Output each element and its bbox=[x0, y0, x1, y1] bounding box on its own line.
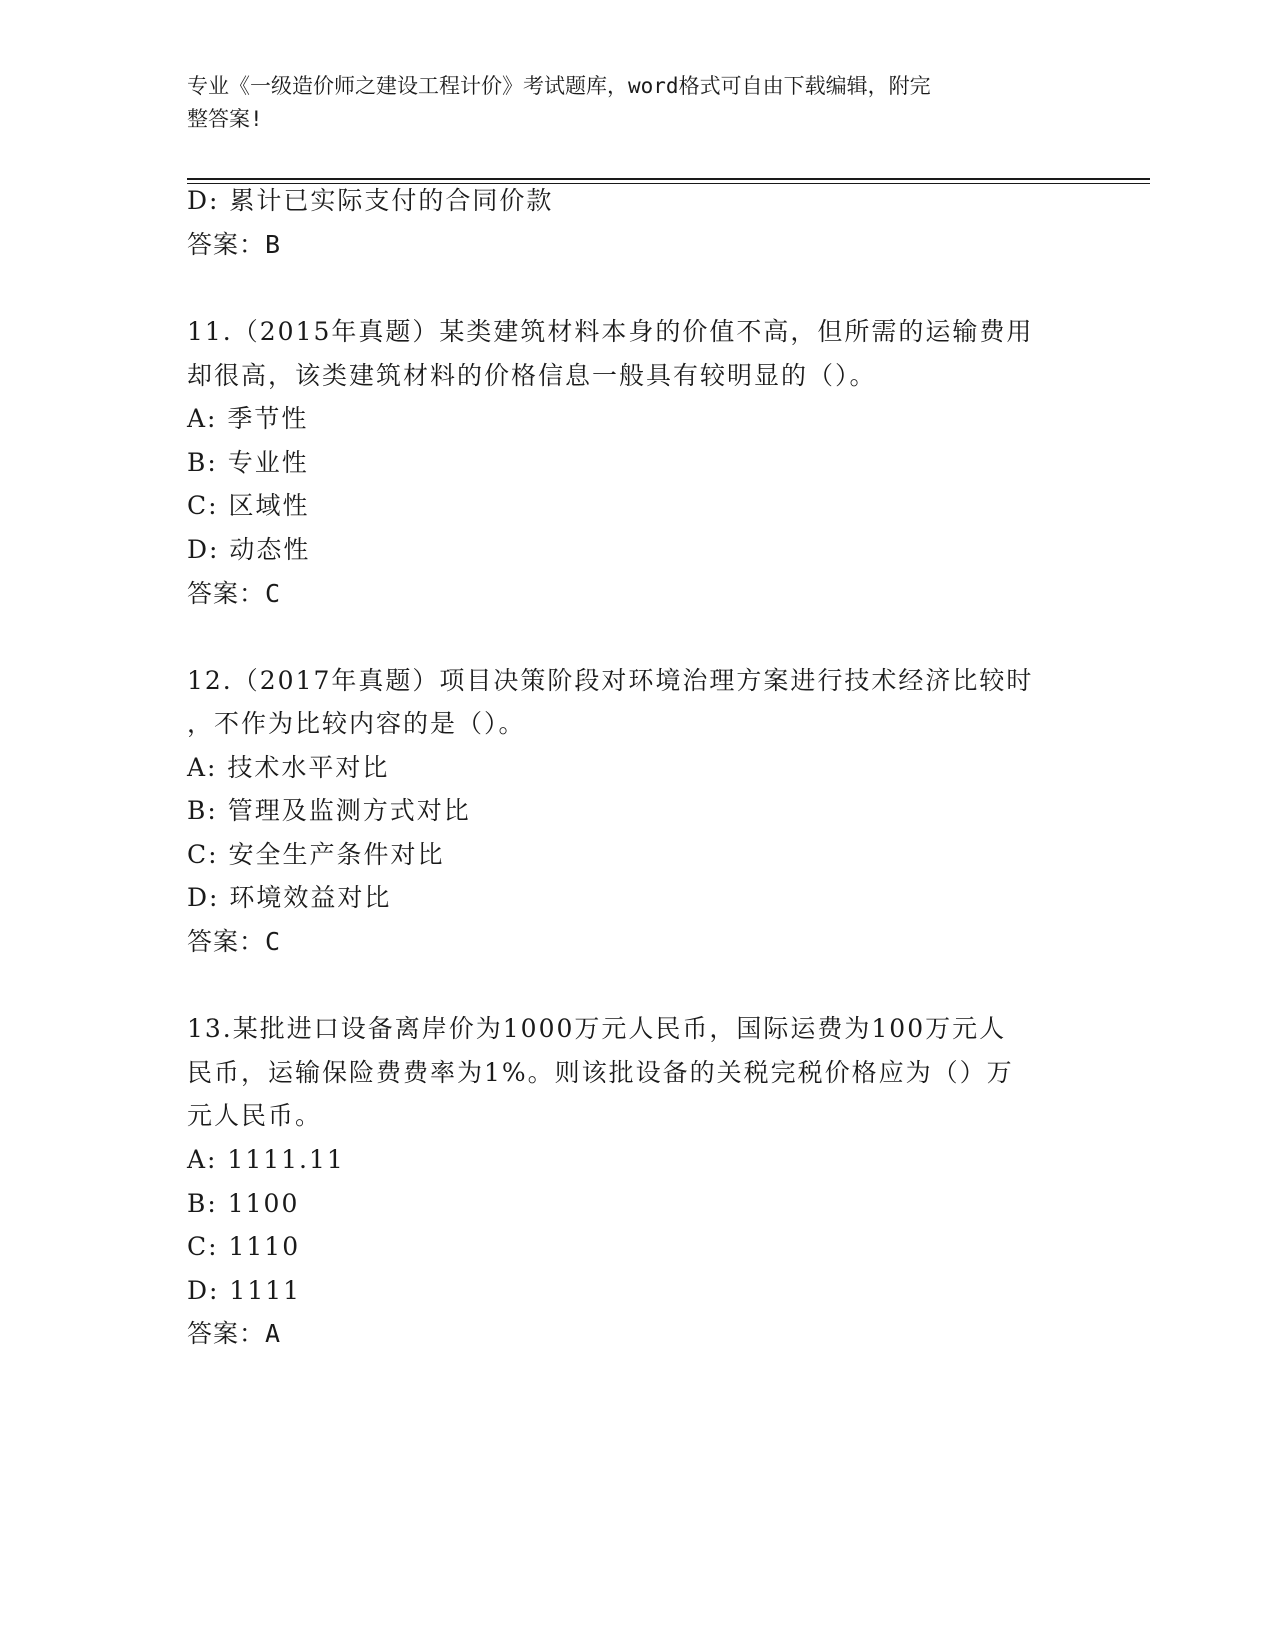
q11-stem-line-1: 11.（2015年真题）某类建筑材料本身的价值不高，但所需的运输费用 bbox=[187, 317, 1034, 346]
q13-stem-line-3: 元人民币。 bbox=[187, 1101, 323, 1130]
q11-option-d: D: 动态性 bbox=[187, 535, 311, 564]
document-page bbox=[187, 0, 1147, 1650]
header-line-1: 专业《一级造价师之建设工程计价》考试题库，word格式可自由下载编辑，附完 bbox=[187, 74, 931, 98]
header-line-2: 整答案! bbox=[187, 107, 263, 131]
q12-option-b: B: 管理及监测方式对比 bbox=[187, 796, 471, 825]
q11-stem-line-2: 却很高，该类建筑材料的价格信息一般具有较明显的（）。 bbox=[187, 361, 877, 390]
header-divider-thick bbox=[187, 178, 1150, 180]
q13-option-a: A: 1111.11 bbox=[187, 1145, 345, 1174]
q12-answer: 答案：C bbox=[187, 927, 282, 956]
q13-option-b: B: 1100 bbox=[187, 1189, 300, 1218]
q12-stem-line-1: 12.（2017年真题）项目决策阶段对环境治理方案进行技术经济比较时 bbox=[187, 666, 1034, 695]
q11-answer: 答案：C bbox=[187, 579, 282, 608]
prev-option-d: D: 累计已实际支付的合同价款 bbox=[187, 186, 554, 215]
q12-option-a: A: 技术水平对比 bbox=[187, 753, 390, 782]
q12-option-c: C: 安全生产条件对比 bbox=[187, 840, 445, 869]
q13-option-d: D: 1111 bbox=[187, 1276, 302, 1305]
document-header bbox=[187, 70, 1067, 136]
prev-answer: 答案：B bbox=[187, 230, 282, 259]
q12-stem-line-2: ，不作为比较内容的是（）。 bbox=[187, 709, 526, 738]
q11-option-c: C: 区域性 bbox=[187, 491, 310, 520]
q13-stem-line-2: 民币，运输保险费费率为1%。则该批设备的关税完税价格应为（）万 bbox=[187, 1058, 1014, 1087]
q13-answer: 答案：A bbox=[187, 1319, 282, 1348]
q11-option-b: B: 专业性 bbox=[187, 448, 309, 477]
q13-option-c: C: 1110 bbox=[187, 1232, 301, 1261]
q13-stem-line-1: 13.某批进口设备离岸价为1000万元人民币，国际运费为100万元人 bbox=[187, 1014, 1007, 1043]
q11-option-a: A: 季节性 bbox=[187, 404, 309, 433]
q12-option-d: D: 环境效益对比 bbox=[187, 883, 392, 912]
